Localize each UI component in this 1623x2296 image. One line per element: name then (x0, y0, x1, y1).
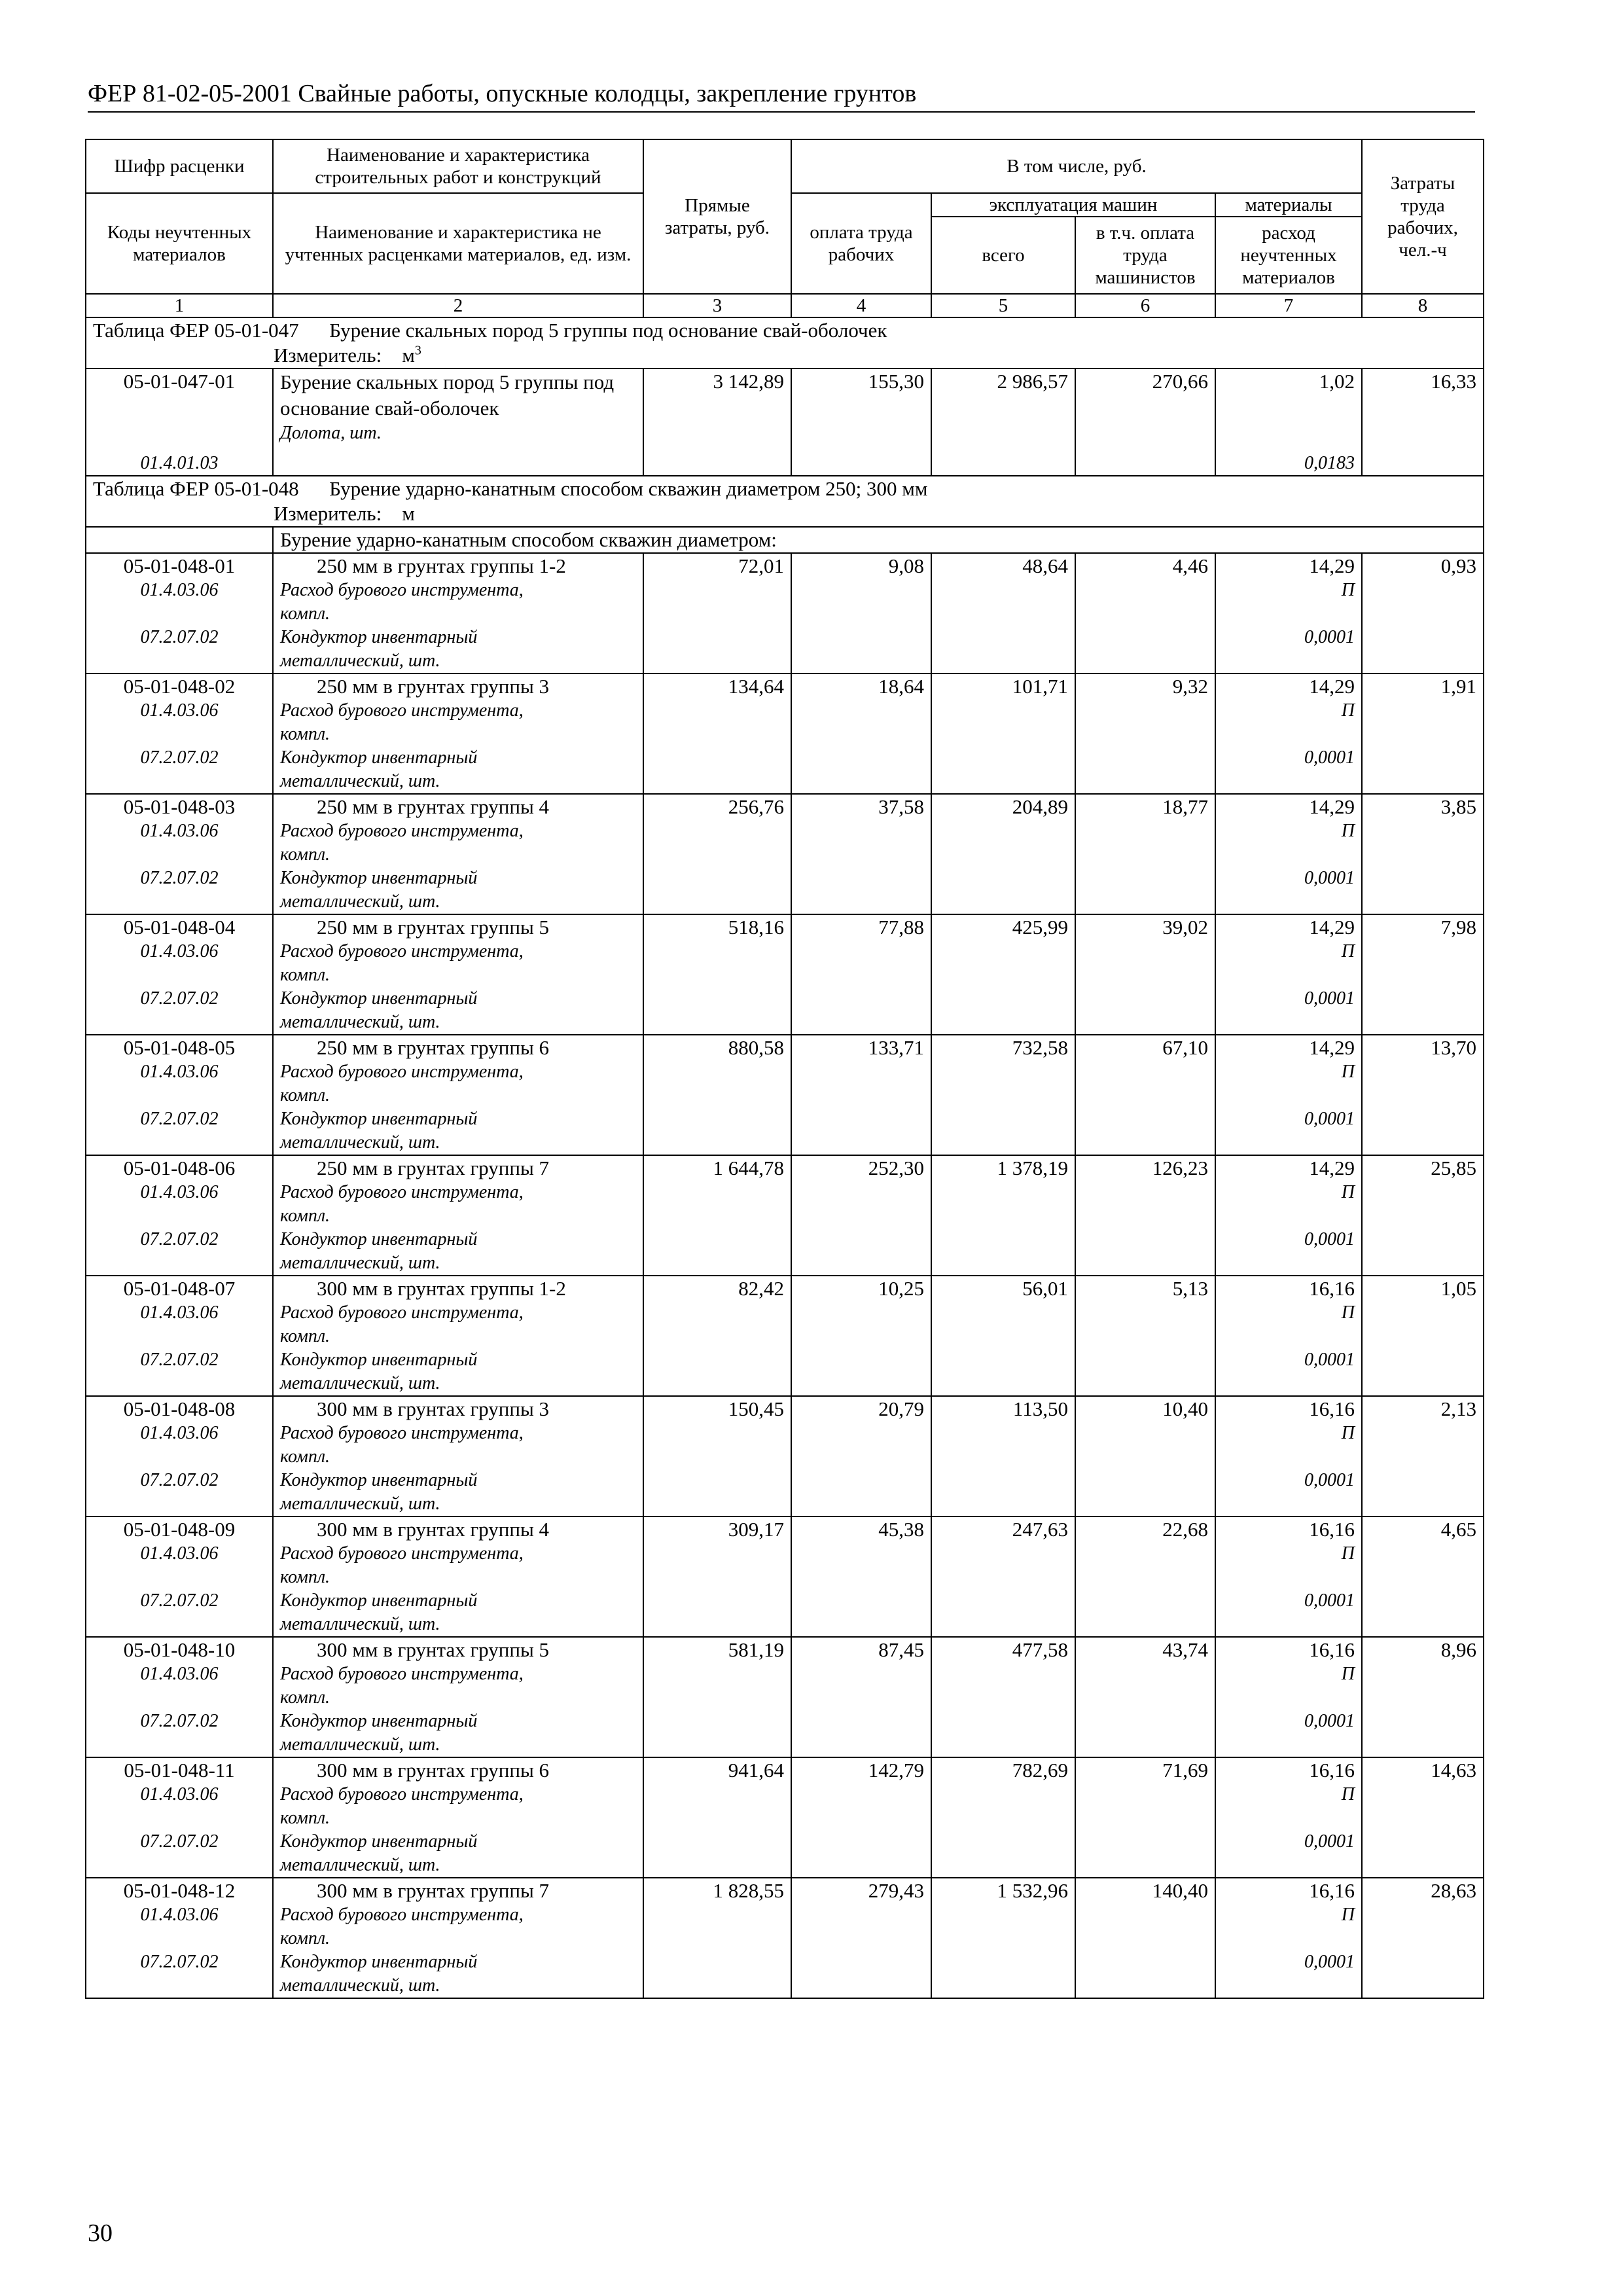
wages: 279,43 (791, 1878, 931, 1998)
rate-name: 250 мм в грунтах группы 6 Расход бурового инструмента, компл. Кондуктор инвентарный металлический, шт. (273, 1035, 643, 1155)
material-qty: П (1341, 1784, 1355, 1804)
rate-code: 05-01-048-12 01.4.03.06 07.2.07.02 (86, 1878, 273, 1998)
material-qty: 0,0001 (1304, 868, 1355, 888)
measure-unit: м (402, 344, 415, 367)
material-code: 01.4.03.06 (140, 580, 219, 600)
labor: 13,70 (1362, 1035, 1484, 1155)
machines-total: 477,58 (931, 1637, 1075, 1757)
materials: 16,16 П 0,0001 (1215, 1396, 1362, 1516)
table-row (86, 1035, 1484, 1155)
material-code: 01.4.03.06 (140, 700, 219, 721)
direct-cost: 941,64 (643, 1757, 791, 1878)
col-direct-header: Прямые затраты, руб. (643, 139, 791, 294)
material-code: 01.4.03.06 (140, 1543, 219, 1564)
material-name: Кондуктор инвентарный (280, 627, 478, 647)
material-qty: 0,0001 (1304, 1952, 1355, 1972)
material-qty: 0,0001 (1304, 1229, 1355, 1249)
machines-total: 1 378,19 (931, 1155, 1075, 1276)
materials: 16,16 П 0,0001 (1215, 1878, 1362, 1998)
material-qty: П (1341, 941, 1355, 961)
rate-code: 05-01-048-08 01.4.03.06 07.2.07.02 (86, 1396, 273, 1516)
material-code: 07.2.07.02 (140, 1711, 219, 1731)
material-name: компл. (280, 603, 330, 624)
table-row (86, 794, 1484, 914)
material-name: Кондуктор инвентарный (280, 1952, 478, 1972)
rate-code: 05-01-048-07 01.4.03.06 07.2.07.02 (86, 1276, 273, 1396)
col-incl-header: В том числе, руб. (791, 139, 1362, 193)
table-row (86, 1155, 1484, 1276)
wages: 252,30 (791, 1155, 931, 1276)
direct-cost: 72,01 (643, 553, 791, 673)
rate-name: 300 мм в грунтах группы 6 Расход бурового инструмента, компл. Кондуктор инвентарный металлический, шт. (273, 1757, 643, 1878)
machines-wages: 39,02 (1075, 914, 1215, 1035)
labor: 8,96 (1362, 1637, 1484, 1757)
machines-total: 204,89 (931, 794, 1075, 914)
material-name: компл. (280, 1808, 330, 1828)
labor: 2,13 (1362, 1396, 1484, 1516)
material-name: компл. (280, 1567, 330, 1587)
labor: 7,98 (1362, 914, 1484, 1035)
machines-wages: 22,68 (1075, 1516, 1215, 1637)
measure-label: Измеритель: (274, 502, 382, 525)
material-name: металлический, шт. (280, 1734, 440, 1755)
material-name: Кондуктор инвентарный (280, 988, 478, 1009)
rate-name: 300 мм в грунтах группы 7 Расход бурового инструмента, компл. Кондуктор инвентарный металлический, шт. (273, 1878, 643, 1998)
material-name: Кондуктор инвентарный (280, 1470, 478, 1490)
material-name: компл. (280, 844, 330, 865)
direct-cost: 256,76 (643, 794, 791, 914)
material-code: 07.2.07.02 (140, 1470, 219, 1490)
col-number: 2 (273, 294, 643, 317)
direct-cost: 1 644,78 (643, 1155, 791, 1276)
machines-wages: 4,46 (1075, 553, 1215, 673)
wages: 142,79 (791, 1757, 931, 1878)
material-name: Расход бурового инструмента, (280, 821, 524, 841)
table-row (86, 673, 1484, 794)
material-qty: 0,0001 (1304, 988, 1355, 1009)
col-number: 5 (931, 294, 1075, 317)
rate-code: 05-01-048-04 01.4.03.06 07.2.07.02 (86, 914, 273, 1035)
labor: 0,93 (1362, 553, 1484, 673)
material-name: Расход бурового инструмента, (280, 941, 524, 961)
material-name: Кондуктор инвентарный (280, 1590, 478, 1611)
machines-total: 56,01 (931, 1276, 1075, 1396)
material-name: Кондуктор инвентарный (280, 1831, 478, 1852)
table-row (86, 553, 1484, 673)
labor: 3,85 (1362, 794, 1484, 914)
materials: 16,16 П 0,0001 (1215, 1516, 1362, 1637)
material-code: 07.2.07.02 (140, 1831, 219, 1852)
machines-wages: 140,40 (1075, 1878, 1215, 1998)
material-name: металлический, шт. (280, 1494, 440, 1514)
material-qty: 0,0001 (1304, 1590, 1355, 1611)
material-name: Расход бурового инструмента, (280, 1302, 524, 1323)
material-code: 07.2.07.02 (140, 868, 219, 888)
rate-code: 05-01-048-09 01.4.03.06 07.2.07.02 (86, 1516, 273, 1637)
material-name: Кондуктор инвентарный (280, 868, 478, 888)
direct-cost: 150,45 (643, 1396, 791, 1516)
direct-cost: 82,42 (643, 1276, 791, 1396)
rate-name: 300 мм в грунтах группы 4 Расход бурового инструмента, компл. Кондуктор инвентарный металлический, шт. (273, 1516, 643, 1637)
labor: 28,63 (1362, 1878, 1484, 1998)
rate-code: 05-01-048-06 01.4.03.06 07.2.07.02 (86, 1155, 273, 1276)
material-name: Расход бурового инструмента, (280, 1182, 524, 1202)
col-number: 4 (791, 294, 931, 317)
direct-cost: 309,17 (643, 1516, 791, 1637)
material-name: компл. (280, 1446, 330, 1467)
materials: 16,16 П 0,0001 (1215, 1757, 1362, 1878)
material-qty: П (1341, 821, 1355, 841)
labor: 16,33 (1362, 368, 1484, 476)
material-code: 07.2.07.02 (140, 1590, 219, 1611)
materials: 14,29 П 0,0001 (1215, 553, 1362, 673)
material-code: 01.4.03.06 (140, 1905, 219, 1925)
rate-name: Бурение скальных пород 5 группы под основание свай-оболочек Долота, шт. (273, 368, 643, 476)
material-name: Расход бурового инструмента, (280, 580, 524, 600)
material-code: 07.2.07.02 (140, 747, 219, 768)
table-row (86, 1276, 1484, 1396)
material-name: металлический, шт. (280, 1012, 440, 1032)
direct-cost: 134,64 (643, 673, 791, 794)
material-name: Кондуктор инвентарный (280, 1109, 478, 1129)
machines-wages: 5,13 (1075, 1276, 1215, 1396)
wages: 77,88 (791, 914, 931, 1035)
machines-wages: 71,69 (1075, 1757, 1215, 1878)
rate-code: 05-01-048-03 01.4.03.06 07.2.07.02 (86, 794, 273, 914)
measure-sup: 3 (414, 343, 421, 358)
material-qty: П (1341, 1423, 1355, 1443)
material-name: Расход бурового инструмента, (280, 1423, 524, 1443)
material-code: 01.4.03.06 (140, 1302, 219, 1323)
machines-wages: 67,10 (1075, 1035, 1215, 1155)
rate-name: 250 мм в грунтах группы 3 Расход бурового инструмента, компл. Кондуктор инвентарный металлический, шт. (273, 673, 643, 794)
rate-code: 05-01-047-01 01.4.01.03 (86, 368, 273, 476)
direct-cost: 1 828,55 (643, 1878, 791, 1998)
wages: 37,58 (791, 794, 931, 914)
material-name: компл. (280, 1928, 330, 1948)
wages: 20,79 (791, 1396, 931, 1516)
machines-wages: 126,23 (1075, 1155, 1215, 1276)
material-name: Расход бурового инструмента, (280, 700, 524, 721)
material-name: Расход бурового инструмента, (280, 1664, 524, 1684)
rate-code: 05-01-048-10 01.4.03.06 07.2.07.02 (86, 1637, 273, 1757)
col-name-header: Наименование и характеристика строительных работ и конструкций (273, 139, 643, 193)
material-code: 07.2.07.02 (140, 988, 219, 1009)
machines-wages: 43,74 (1075, 1637, 1215, 1757)
direct-cost: 581,19 (643, 1637, 791, 1757)
col-materials-header: материалы (1215, 193, 1362, 217)
machines-total: 113,50 (931, 1396, 1075, 1516)
materials: 14,29 П 0,0001 (1215, 1155, 1362, 1276)
material-qty: П (1341, 1543, 1355, 1564)
machines-wages: 18,77 (1075, 794, 1215, 914)
material-qty: П (1341, 700, 1355, 721)
rate-code: 05-01-048-02 01.4.03.06 07.2.07.02 (86, 673, 273, 794)
table-row (86, 914, 1484, 1035)
rate-name: 250 мм в грунтах группы 1-2 Расход бурового инструмента, компл. Кондуктор инвентарный металлический, шт. (273, 553, 643, 673)
rate-name: 250 мм в грунтах группы 7 Расход бурового инструмента, компл. Кондуктор инвентарный металлический, шт. (273, 1155, 643, 1276)
material-qty: П (1341, 1905, 1355, 1925)
material-code: 07.2.07.02 (140, 1350, 219, 1370)
col-number: 6 (1075, 294, 1215, 317)
intro-code-cell (86, 527, 273, 553)
material-code: 01.4.03.06 (140, 941, 219, 961)
materials: 14,29 П 0,0001 (1215, 1035, 1362, 1155)
col-machines-header: эксплуатация машин (931, 193, 1215, 217)
table-row (86, 368, 1484, 476)
col-machines-total-header: всего (931, 217, 1075, 294)
rates-table (85, 139, 1484, 1999)
machines-wages: 270,66 (1075, 368, 1215, 476)
material-qty: П (1341, 1182, 1355, 1202)
material-name: металлический, шт. (280, 1132, 440, 1153)
col-number: 3 (643, 294, 791, 317)
table-title: Таблица ФЕР 05-01-047 Бурение скальных пород 5 группы под основание свай-оболочек (86, 317, 1484, 343)
material-code: 01.4.03.06 (140, 1423, 219, 1443)
material-qty: 0,0001 (1304, 627, 1355, 647)
rate-name: 300 мм в грунтах группы 5 Расход бурового инструмента, компл. Кондуктор инвентарный металлический, шт. (273, 1637, 643, 1757)
table-title: Таблица ФЕР 05-01-048 Бурение ударно-канатным способом скважин диаметром 250; 300 мм (86, 476, 1484, 501)
material-code: 07.2.07.02 (140, 1952, 219, 1972)
material-code: 01.4.03.06 (140, 1784, 219, 1804)
labor: 25,85 (1362, 1155, 1484, 1276)
material-qty: 0,0001 (1304, 1350, 1355, 1370)
machines-total: 247,63 (931, 1516, 1075, 1637)
table-row (86, 1396, 1484, 1516)
rate-name: 250 мм в грунтах группы 5 Расход бурового инструмента, компл. Кондуктор инвентарный металлический, шт. (273, 914, 643, 1035)
material-qty: 0,0001 (1304, 1831, 1355, 1852)
material-code: 01.4.03.06 (140, 1664, 219, 1684)
col-wages-header: оплата труда рабочих (791, 193, 931, 294)
material-qty: 0,0001 (1304, 747, 1355, 768)
material-code: 01.4.03.06 (140, 1062, 219, 1082)
materials: 14,29 П 0,0001 (1215, 914, 1362, 1035)
col-labor-header: Затраты труда рабочих, чел.-ч (1362, 139, 1484, 294)
col-materials-sub-header: расход неучтенных материалов (1215, 217, 1362, 294)
material-name: Расход бурового инструмента, (280, 1905, 524, 1925)
materials: 14,29 П 0,0001 (1215, 794, 1362, 914)
material-name: металлический, шт. (280, 1373, 440, 1393)
col-number: 1 (86, 294, 273, 317)
material-name: Кондуктор инвентарный (280, 1711, 478, 1731)
intro-text: Бурение ударно-канатным способом скважин диаметром: (273, 527, 1484, 553)
material-qty: П (1341, 1302, 1355, 1323)
rate-code: 05-01-048-01 01.4.03.06 07.2.07.02 (86, 553, 273, 673)
labor: 1,91 (1362, 673, 1484, 794)
material-name: Расход бурового инструмента, (280, 1062, 524, 1082)
material-qty: П (1341, 1664, 1355, 1684)
material-name: компл. (280, 1326, 330, 1346)
material-name: компл. (280, 1687, 330, 1708)
material-code: 01.4.03.06 (140, 1182, 219, 1202)
table-row (86, 1878, 1484, 1998)
material-qty: 0,0001 (1304, 1109, 1355, 1129)
wages: 45,38 (791, 1516, 931, 1637)
table-row (86, 1516, 1484, 1637)
rate-name: 300 мм в грунтах группы 1-2 Расход бурового инструмента, компл. Кондуктор инвентарный металлический, шт. (273, 1276, 643, 1396)
material-name: металлический, шт. (280, 1975, 440, 1996)
material-name: компл. (280, 965, 330, 985)
material-name: металлический, шт. (280, 891, 440, 912)
material-name: Расход бурового инструмента, (280, 1784, 524, 1804)
machines-total: 48,64 (931, 553, 1075, 673)
rate-name: 250 мм в грунтах группы 4 Расход бурового инструмента, компл. Кондуктор инвентарный металлический, шт. (273, 794, 643, 914)
wages: 87,45 (791, 1637, 931, 1757)
machines-total: 782,69 (931, 1757, 1075, 1878)
material-name: Расход бурового инструмента, (280, 1543, 524, 1564)
page-number: 30 (88, 2219, 113, 2247)
material-name: металлический, шт. (280, 771, 440, 791)
col-number: 7 (1215, 294, 1362, 317)
machines-total: 101,71 (931, 673, 1075, 794)
wages: 133,71 (791, 1035, 931, 1155)
direct-cost: 3 142,89 (643, 368, 791, 476)
material-code: 07.2.07.02 (140, 627, 219, 647)
materials: 16,16 П 0,0001 (1215, 1637, 1362, 1757)
material-name: компл. (280, 1085, 330, 1105)
col-code-subheader: Коды неучтенных материалов (86, 193, 273, 294)
material-name: металлический, шт. (280, 1253, 440, 1273)
machines-wages: 10,40 (1075, 1396, 1215, 1516)
material-name: Кондуктор инвентарный (280, 1229, 478, 1249)
col-number: 8 (1362, 294, 1484, 317)
measure-label: Измеритель: (274, 344, 382, 367)
labor: 4,65 (1362, 1516, 1484, 1637)
direct-cost: 880,58 (643, 1035, 791, 1155)
col-machines-wages-header: в т.ч. оплата труда машинистов (1075, 217, 1215, 294)
table-row (86, 1637, 1484, 1757)
material-qty: 0,0001 (1304, 1470, 1355, 1490)
material-name: компл. (280, 724, 330, 744)
material-code: 07.2.07.02 (140, 1229, 219, 1249)
labor: 1,05 (1362, 1276, 1484, 1396)
material-qty: П (1341, 580, 1355, 600)
direct-cost: 518,16 (643, 914, 791, 1035)
materials: 16,16 П 0,0001 (1215, 1276, 1362, 1396)
machines-total: 1 532,96 (931, 1878, 1075, 1998)
measure-line (86, 501, 1484, 527)
material-qty: 0,0001 (1304, 1711, 1355, 1731)
col-name-subheader: Наименование и характеристика не учтенных расценками материалов, ед. изм. (273, 193, 643, 294)
rate-code: 05-01-048-05 01.4.03.06 07.2.07.02 (86, 1035, 273, 1155)
material-name: Кондуктор инвентарный (280, 747, 478, 768)
page-header: ФЕР 81-02-05-2001 Свайные работы, опускные колодцы, закрепление грунтов (88, 79, 1475, 113)
machines-wages: 9,32 (1075, 673, 1215, 794)
wages: 9,08 (791, 553, 931, 673)
material-code: 01.4.03.06 (140, 821, 219, 841)
material-name: металлический, шт. (280, 1855, 440, 1875)
machines-total: 732,58 (931, 1035, 1075, 1155)
material-name: компл. (280, 1206, 330, 1226)
machines-total: 2 986,57 (931, 368, 1075, 476)
rate-code: 05-01-048-11 01.4.03.06 07.2.07.02 (86, 1757, 273, 1878)
measure-line (86, 343, 1484, 368)
machines-total: 425,99 (931, 914, 1075, 1035)
material-qty: П (1341, 1062, 1355, 1082)
material-name: Кондуктор инвентарный (280, 1350, 478, 1370)
col-code-header: Шифр расценки (86, 139, 273, 193)
wages: 10,25 (791, 1276, 931, 1396)
measure-unit: м (402, 502, 415, 525)
wages: 18,64 (791, 673, 931, 794)
material-name: металлический, шт. (280, 651, 440, 671)
table-row (86, 1757, 1484, 1878)
material-code: 07.2.07.02 (140, 1109, 219, 1129)
material-name: металлический, шт. (280, 1614, 440, 1634)
materials: 14,29 П 0,0001 (1215, 673, 1362, 794)
wages: 155,30 (791, 368, 931, 476)
labor: 14,63 (1362, 1757, 1484, 1878)
rate-name: 300 мм в грунтах группы 3 Расход бурового инструмента, компл. Кондуктор инвентарный металлический, шт. (273, 1396, 643, 1516)
materials: 1,02 0,0183 (1215, 368, 1362, 476)
